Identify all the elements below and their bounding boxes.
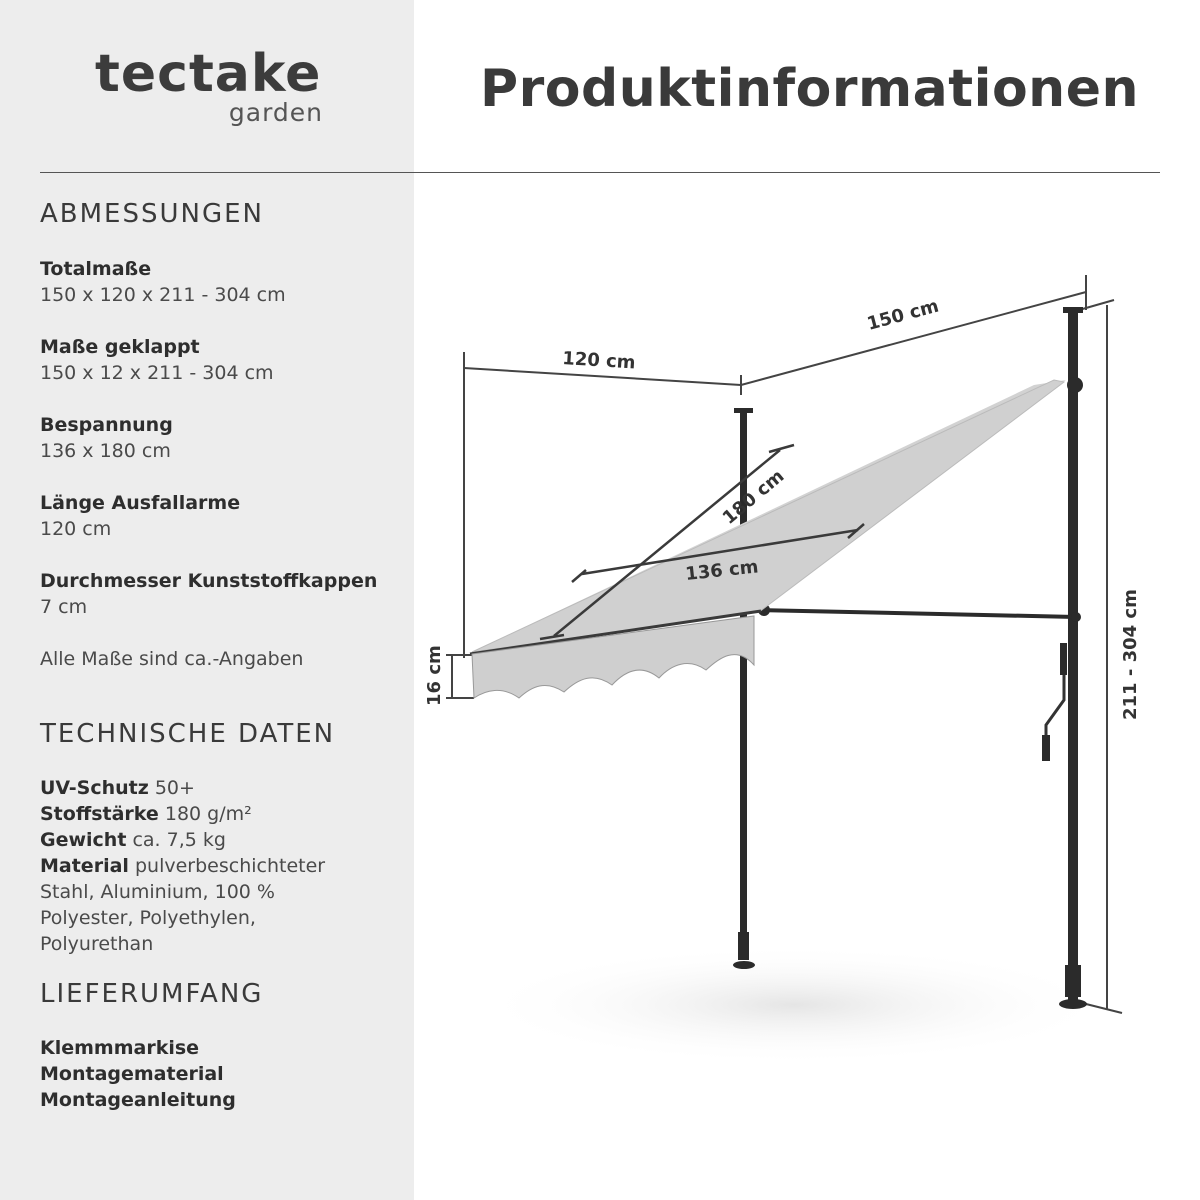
spec-folded [40, 334, 400, 386]
technical-specs [40, 775, 370, 957]
page-title: Produktinformationen [480, 59, 1139, 119]
weight-row [40, 827, 370, 853]
awning-drawing [414, 180, 1200, 1200]
dimension-height [1079, 300, 1122, 1013]
dimensions-heading: ABMESSUNGEN [40, 199, 264, 229]
spec-value: 120 cm [40, 518, 112, 540]
spec-label: Bespannung [40, 414, 173, 436]
fabric-label: Stoffstärke [40, 803, 159, 825]
spec-value: 7 cm [40, 596, 88, 618]
dimension-valance [446, 655, 474, 698]
floor-shadow [474, 945, 1114, 1065]
height-label: 211 - 304 cm [1120, 589, 1141, 720]
fabric-width-label: 136 cm [684, 556, 760, 585]
fabric-row [40, 801, 370, 827]
uv-value: 50+ [154, 777, 195, 799]
awning-arm [758, 604, 1081, 622]
material-label: Material [40, 855, 129, 877]
spec-arm-length [40, 490, 400, 542]
weight-value: ca. 7,5 kg [132, 829, 226, 851]
delivery-item: Montagematerial [40, 1063, 224, 1085]
spec-cap-diameter [40, 568, 400, 620]
fabric-value: 180 g/m² [164, 803, 252, 825]
spec-label: Durchmesser Kunststoffkappen [40, 570, 378, 592]
spec-label: Maße geklappt [40, 336, 200, 358]
valance-label: 16 cm [424, 645, 445, 706]
material-value: pulverbeschichteter Stahl, Aluminium, 100 % Polyester, Polyethylen, Polyurethan [40, 855, 326, 955]
dimensions-note: Alle Maße sind ca.-Angaben [40, 648, 304, 670]
spec-total [40, 256, 400, 308]
uv-row [40, 775, 370, 801]
material-row [40, 853, 370, 957]
technical-heading: TECHNISCHE DATEN [40, 719, 336, 749]
crank-handle [1042, 643, 1067, 761]
fabric-length-label: 180 cm [718, 465, 789, 529]
brand-logo [95, 42, 325, 132]
delivery-heading: LIEFERUMFANG [40, 979, 264, 1009]
delivery-item: Klemmmarkise [40, 1037, 200, 1059]
brand-sub: garden [228, 98, 323, 127]
dimension-width [741, 275, 1086, 385]
uv-label: UV-Schutz [40, 777, 149, 799]
spec-covering [40, 412, 400, 464]
header-divider [40, 172, 1160, 173]
spec-label: Länge Ausfallarme [40, 492, 241, 514]
delivery-item: Montageanleitung [40, 1089, 236, 1111]
spec-label: Totalmaße [40, 258, 152, 280]
width-label: 150 cm [864, 295, 942, 335]
spec-value: 150 x 12 x 211 - 304 cm [40, 362, 274, 384]
weight-label: Gewicht [40, 829, 127, 851]
depth-label: 120 cm [561, 348, 637, 374]
brand-name: tectake [95, 44, 322, 104]
spec-value: 136 x 180 cm [40, 440, 171, 462]
delivery-list [40, 1035, 236, 1113]
spec-value: 150 x 120 x 211 - 304 cm [40, 284, 286, 306]
